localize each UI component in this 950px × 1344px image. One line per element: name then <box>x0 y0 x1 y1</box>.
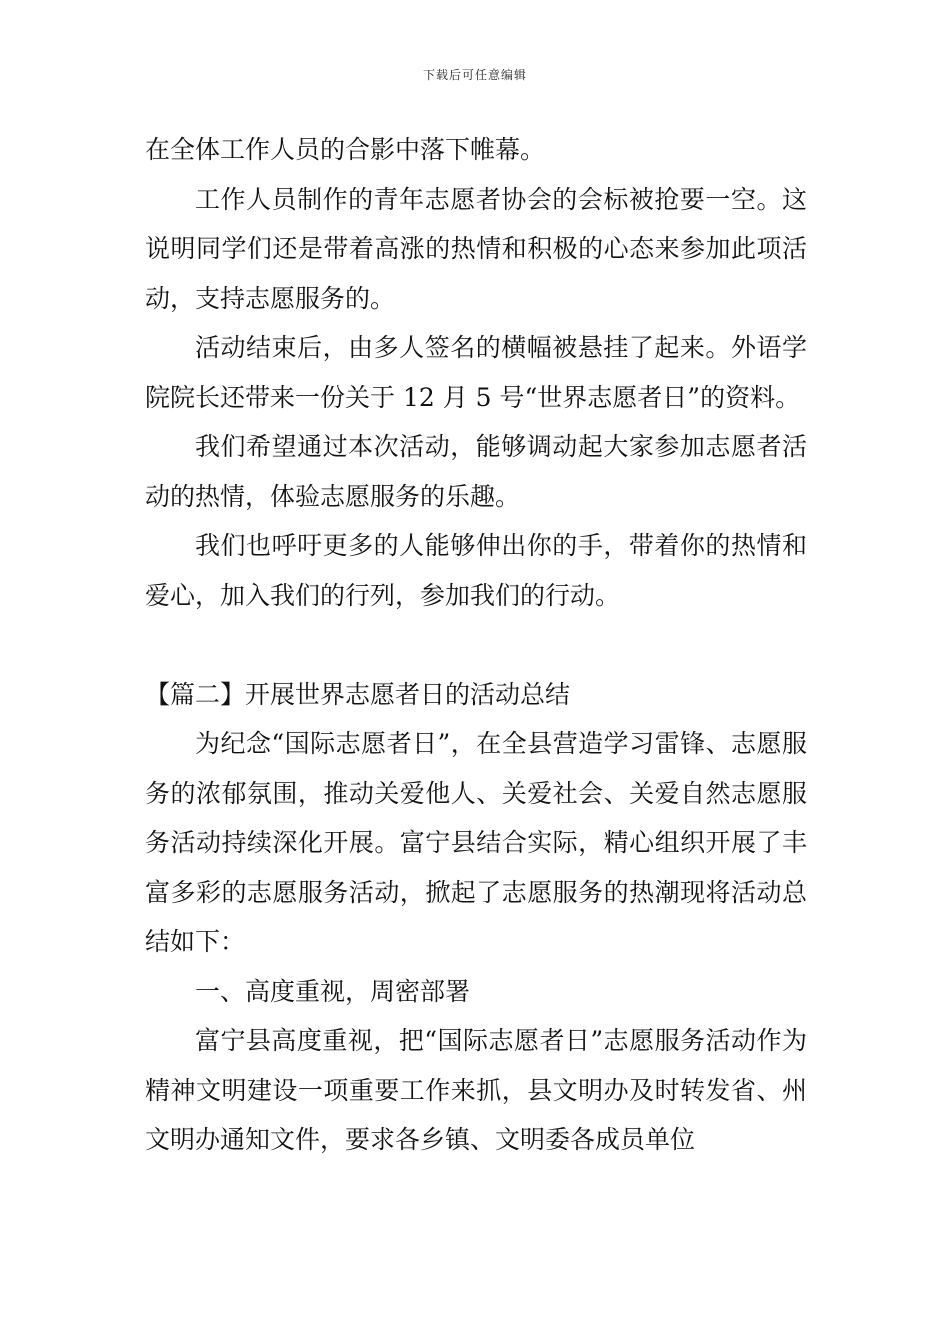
paragraph-continuation: 在全体工作人员的合影中落下帷幕。 <box>145 135 546 164</box>
paragraph: 我们希望通过本次活动，能够调动起大家参加志愿者活动的热情，体验志愿服务的乐趣。 <box>145 432 807 511</box>
paragraph: 为纪念“国际志愿者日”，在全县营造学习雷锋、志愿服务的浓郁氛围，推动关爱他人、关爱社会、关爱自然志愿服务活动持续深化开展。富宁县结合实际，精心组织开展了丰富多彩的志愿服务活动，掀起了志愿服务的热潮现将活动总结如下： <box>145 729 807 956</box>
section-title: 【篇二】开展世界志愿者日的活动总结 <box>145 679 571 709</box>
blank-line <box>145 620 807 670</box>
paragraph: 富宁县高度重视，把“国际志愿者日”志愿服务活动作为精神文明建设一项重要工作来抓，县文明办及时转发省、州文明办通知文件，要求各乡镇、文明委各成员单位 <box>145 1026 807 1154</box>
document-body <box>145 125 807 1165</box>
paragraph: 活动结束后，由多人签名的横幅被悬挂了起来。外语学院院长还带来一份关于 12 月 5 号“世界志愿者日”的资料。 <box>145 333 807 412</box>
subheading: 一、高度重视，周密部署 <box>195 976 471 1006</box>
paragraph: 我们也呼吁更多的人能够伸出你的手，带着你的热情和爱心，加入我们的行列，参加我们的行动。 <box>145 531 807 610</box>
header-note: 下载后可任意编辑 <box>422 68 527 82</box>
paragraph: 工作人员制作的青年志愿者协会的会标被抢要一空。这说明同学们还是带着高涨的热情和积极的心态来参加此项活动，支持志愿服务的。 <box>145 184 807 313</box>
